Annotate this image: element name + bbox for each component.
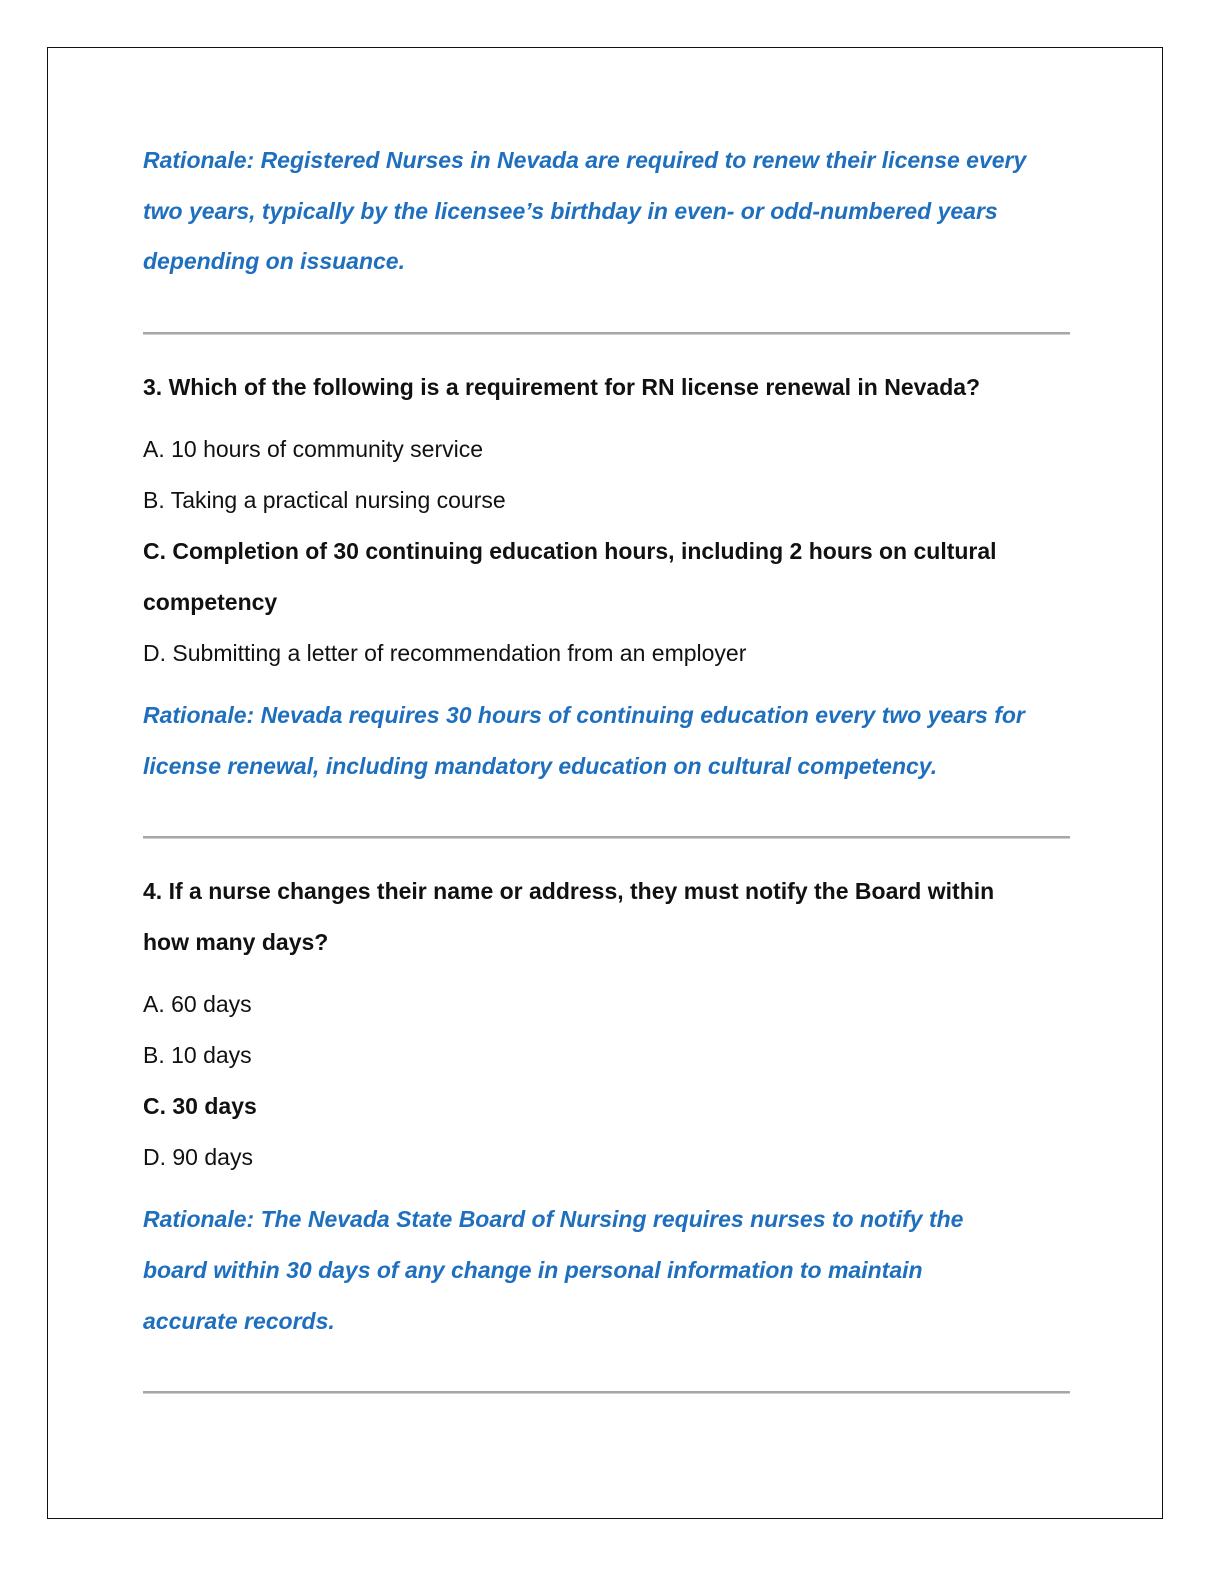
divider-1	[143, 332, 1070, 335]
q3-option-b: B. Taking a practical nursing course	[143, 487, 506, 513]
q4-option-b: B. 10 days	[143, 1042, 252, 1068]
q4-option-a: A. 60 days	[143, 991, 252, 1017]
q3-option-a: A. 10 hours of community service	[143, 436, 484, 462]
question-3: 3. Which of the following is a requirement for RN license renewal in Nevada?	[143, 374, 981, 400]
q4-option-c: C. 30 days	[143, 1093, 257, 1119]
q3-option-c-line-2: competency	[143, 589, 278, 615]
rationale-2-line-1: Rationale: Registered Nurses in Nevada are required to renew their license every	[143, 147, 1027, 173]
rationale-2-line-3: depending on issuance.	[143, 248, 405, 274]
q3-option-c-line-1: C. Completion of 30 continuing education hours, including 2 hours on cultural	[143, 538, 997, 564]
q3-rationale-line-1: Rationale: Nevada requires 30 hours of continuing education every two years for	[143, 702, 1025, 728]
rationale-2-line-2: two years, typically by the licensee’s birthday in even- or odd-numbered years	[143, 198, 998, 224]
q4-rationale-line-3: accurate records.	[143, 1308, 335, 1334]
q4-rationale-line-1: Rationale: The Nevada State Board of Nursing requires nurses to notify the	[143, 1206, 964, 1232]
question-4-line-2: how many days?	[143, 929, 329, 955]
q4-rationale-line-2: board within 30 days of any change in personal information to maintain	[143, 1257, 923, 1283]
question-4-line-1: 4. If a nurse changes their name or address, they must notify the Board within	[143, 878, 995, 904]
q3-rationale-line-2: license renewal, including mandatory education on cultural competency.	[143, 753, 938, 779]
divider-3	[143, 1391, 1070, 1394]
q3-option-d: D. Submitting a letter of recommendation from an employer	[143, 640, 747, 666]
q4-option-d: D. 90 days	[143, 1144, 253, 1170]
divider-2	[143, 836, 1070, 839]
